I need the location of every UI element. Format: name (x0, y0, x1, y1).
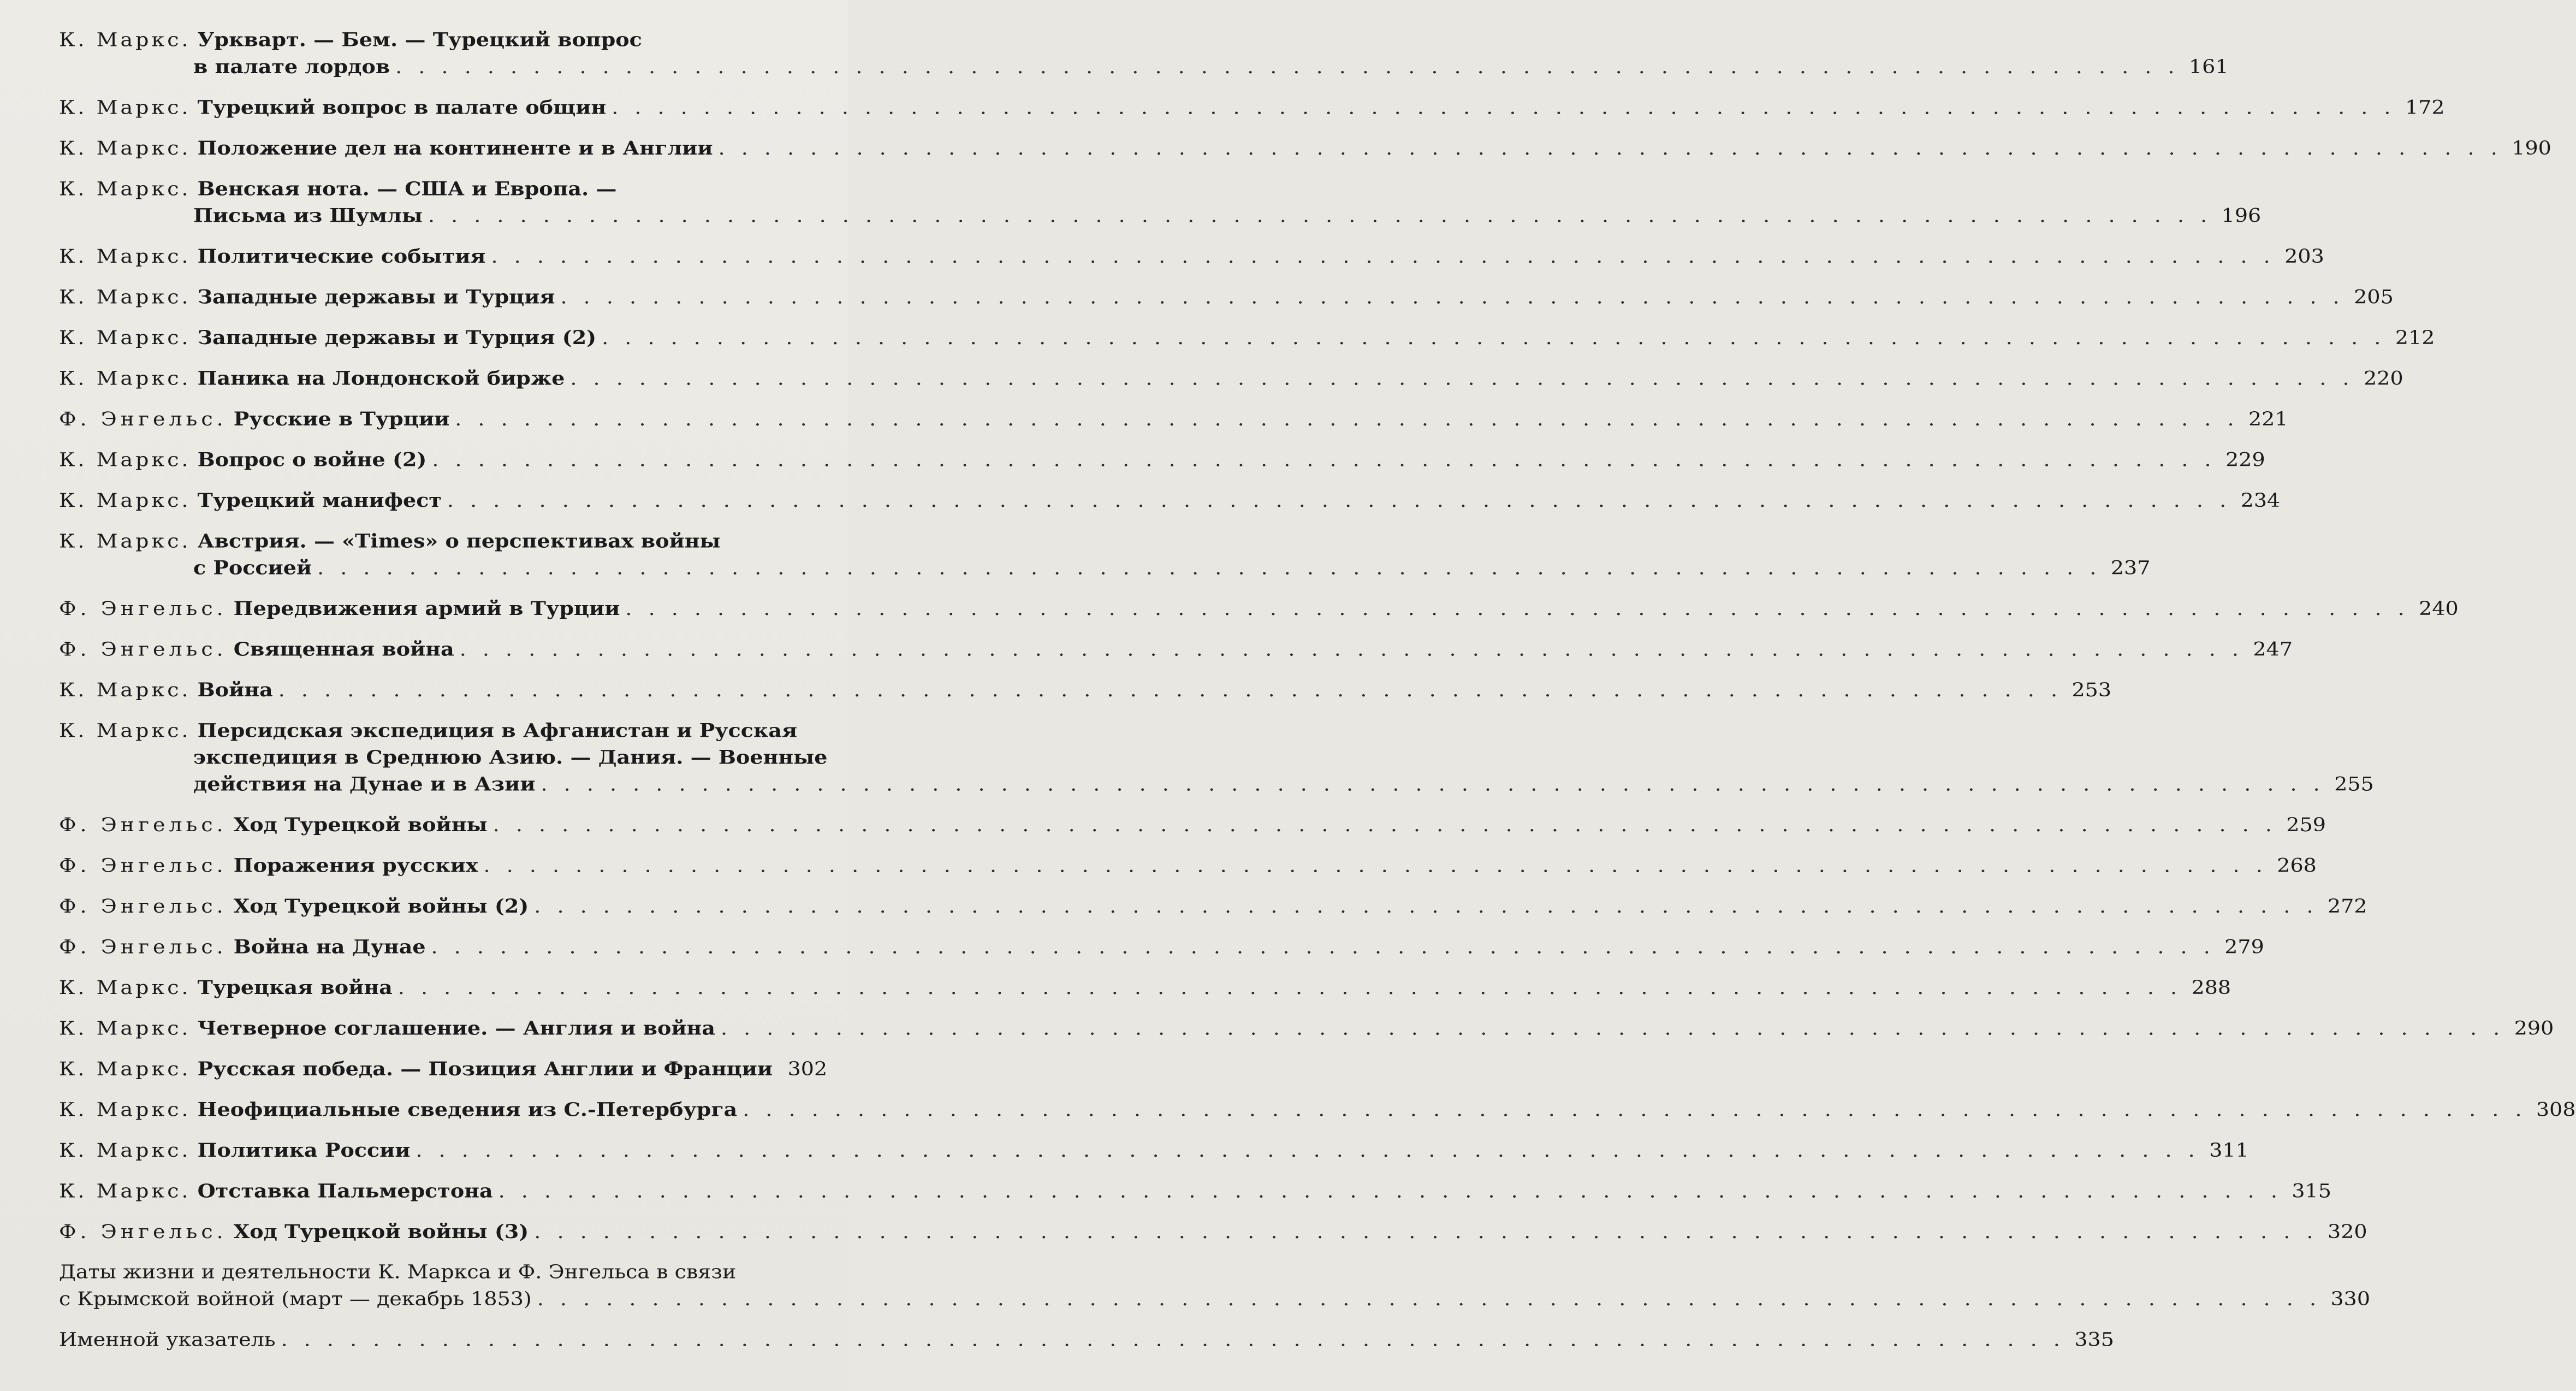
toc-leader-dots: . . . . . . . . . . . . . . . . . . . . . . . . . . . . . . . . . . . . . . . . . . . . . . . . . . . . . . . . . . . . . . . . . . . . . . . . . . . . . . (428, 204, 2212, 227)
toc-title: Четверное соглашение. — Англия и война (197, 1016, 715, 1039)
toc-page-number: 272 (2328, 895, 2367, 918)
toc-entry-line (59, 489, 2281, 516)
toc-leader-dots: . . . . . . . . . . . . . . . . . . . . . . . . . . . . . . . . . . . . . . . . . . . . . . . . . . . . . . . . . . . . . . . . . . . . . . . . . . . . . . (492, 814, 2277, 836)
toc-entry[interactable] (59, 326, 2435, 353)
toc-entry[interactable] (59, 137, 2551, 163)
toc-entry[interactable] (59, 976, 2231, 1003)
toc-title: Война (197, 678, 273, 701)
toc-page-number: 330 (2330, 1287, 2371, 1310)
toc-author: К. Маркс. (59, 448, 191, 471)
toc-title: Ход Турецкой войны (3) (233, 1220, 529, 1243)
toc-entry-line (59, 285, 2394, 312)
toc-title: экспедиция в Среднюю Азию. — Дания. — Военные (193, 745, 828, 768)
toc-entry[interactable] (59, 1098, 2576, 1125)
toc-author: К. Маркс. (59, 489, 191, 512)
toc-title: Персидская экспедиция в Афганистан и Русская (197, 719, 798, 742)
toc-entry[interactable] (59, 854, 2317, 881)
toc-page-number: 203 (2284, 245, 2324, 268)
toc-appendix-title: Даты жизни и деятельности К. Маркса и Ф. Энгельса в связи (59, 1260, 737, 1283)
toc-entry[interactable] (59, 637, 2293, 665)
toc-entry-line (59, 55, 2229, 82)
toc-author: К. Маркс. (59, 1139, 191, 1162)
toc-title: Уркварт. — Бем. — Турецкий вопрос (197, 28, 642, 51)
toc-page-number: 205 (2354, 286, 2394, 308)
toc-entry-line (59, 366, 2403, 394)
toc-appendix-entry[interactable] (59, 1260, 2371, 1315)
toc-author: К. Маркс. (59, 177, 191, 200)
toc-page-number: 315 (2292, 1180, 2331, 1202)
toc-entry-line (59, 935, 2264, 962)
toc-title: Письма из Шумлы (193, 204, 423, 227)
toc-leader-dots: . . . . . . . . . . . . . . . . . . . . . . . . . . . . . . . . . . . . . . . . . . . . . . . . . . . . . . . . . . . . . . . . . . . . . . . . . . . . . . (455, 408, 2239, 430)
toc-leader-dots: . . . . . . . . . . . . . . . . . . . . . . . . . . . . . . . . . . . . . . . . . . . . . . . . . . . . . . . . . . . . . . . . . . . . . . . . . . . . . . (560, 286, 2344, 308)
toc-author: Ф. Энгельс. (59, 895, 227, 918)
toc-leader-dots: . . . . . . . . . . . . . . . . . . . . . . . . . . . . . . . . . . . . . . . . . . . . . . . . . . . . . . . . . . . . . . . . . . . . . . . . . . . . . . (743, 1098, 2527, 1121)
toc-leader-dots: . . . . . . . . . . . . . . . . . . . . . . . . . . . . . . . . . . . . . . . . . . . . . . . . . . . . . . . . . . . . . . . . . . . . . . . . . . . . . . (534, 895, 2318, 918)
toc-page-number: 253 (2072, 679, 2112, 701)
toc-leader-dots: . . . . . . . . . . . . . . . . . . . . . . . . . . . . . . . . . . . . . . . . . . . . . . . . . . . . . . . . . . . . . . . . . . . . . . . . . . . . . . (720, 1017, 2505, 1039)
toc-title: Положение дел на континенте и в Англии (197, 137, 713, 159)
toc-entry-line (59, 1016, 2554, 1044)
toc-leader-dots: . . . . . . . . . . . . . . . . . . . . . . . . . . . . . . . . . . . . . . . . . . . . . . . . . . . . . . . . . . . . . . . . . . . . . . . . . . . . . . (278, 679, 2063, 701)
toc-title: Турецкий манифест (197, 489, 442, 512)
toc-entry[interactable] (59, 1139, 2249, 1165)
toc-entry-line (59, 407, 2288, 434)
toc-page-number: 259 (2286, 814, 2326, 836)
toc-author: К. Маркс. (59, 367, 191, 389)
toc-title: Венская нота. — США и Европа. — (197, 177, 617, 200)
toc-title: Отставка Пальмерстона (197, 1179, 493, 1202)
toc-leader-dots: . . . . . . . . . . . . . . . . . . . . . . . . . . . . . . . . . . . . . . . . . . . . . . . . . . . . . . . . . . . . . . . . . . . . . . . . . . . . . . (541, 773, 2325, 795)
toc-entry[interactable] (59, 1016, 2554, 1044)
toc-appendix-title: с Крымской войной (март — декабрь 1853) (59, 1287, 532, 1310)
toc-appendix-entry[interactable] (59, 1328, 2114, 1355)
toc-leader-dots: . . . . . . . . . . . . . . . . . . . . . . . . . . . . . . . . . . . . . . . . . . . . . . . . . . . . . . . . . . . . . . . . . . . . . . . . . . . . . . (432, 448, 2216, 471)
toc-leader-dots: . . . . . . . . . . . . . . . . . . . . . . . . . . . . . . . . . . . . . . . . . . . . . . . . . . . . . . . . . . . . . . . . . . . . . . . . . . . . . . (625, 597, 2409, 620)
toc-title: Передвижения армий в Турции (233, 597, 620, 620)
toc-author: К. Маркс. (59, 530, 191, 552)
toc-page-number: 279 (2224, 936, 2264, 958)
toc-entry[interactable] (59, 935, 2264, 962)
toc-author: К. Маркс. (59, 96, 191, 119)
toc-author: Ф. Энгельс. (59, 1221, 227, 1243)
toc-title: Западные державы и Турция (2) (197, 326, 597, 349)
toc-page-number: 290 (2514, 1017, 2554, 1039)
toc-title: Русские в Турции (233, 407, 450, 430)
toc-leader-dots: . . . . . . . . . . . . . . . . . . . . . . . . . . . . . . . . . . . . . . . . . . . . . . . . . . . . . . . . . . . . . . . . . . . . . . . . . . . . . . (718, 137, 2502, 159)
toc-author: К. Маркс. (59, 28, 191, 51)
toc-entry-line (59, 556, 2151, 583)
toc-leader-dots: . . . . . . . . . . . . . . . . . . . . . . . . . . . . . . . . . . . . . . . . . . . . . . . . . . . . . . . . . . . . . . . . . . . . . . . . . . . . . . (483, 854, 2268, 877)
toc-page-number: 240 (2419, 597, 2459, 620)
toc-entry-line (59, 96, 2445, 123)
toc-author: Ф. Энгельс. (59, 854, 227, 877)
toc-title: Поражения русских (233, 854, 478, 877)
toc-author: Ф. Энгельс. (59, 597, 227, 620)
toc-page-number: 172 (2405, 96, 2445, 119)
toc-page-number: 255 (2334, 773, 2374, 795)
toc-entry[interactable] (59, 813, 2326, 840)
toc-leader-dots: . . . . . . . . . . . . . . . . . . . . . . . . . . . . . . . . . . . . . . . . . . . . . . . . . . . . . . . . . . . . . . . . . . . . . . . . . . . . . . (459, 638, 2243, 660)
toc-title: Паника на Лондонской бирже (197, 366, 565, 389)
toc-entry[interactable] (59, 28, 2229, 82)
toc-entry[interactable] (59, 719, 2374, 800)
toc-entry[interactable] (59, 529, 2151, 583)
toc-page-number: 247 (2253, 638, 2293, 660)
toc-entry-line (59, 177, 796, 204)
toc-author: К. Маркс. (59, 286, 191, 308)
toc-title: Война на Дунае (233, 935, 426, 958)
toc-title: Турецкий вопрос в палате общин (197, 96, 607, 119)
toc-leader-dots: . . . . . . . . . . . . . . . . . . . . . . . . . . . . . . . . . . . . . . . . . . . . . . . . . . . . . . . . . . . . . . . . . . . . . . . . . . . . . . (491, 245, 2275, 268)
toc-leader-dots: . . . . . . . . . . . . . . . . . . . . . . . . . . . . . . . . . . . . . . . . . . . . . . . . . . . . . . . . . . . . . . . . . . . . . . . . . . . . . . (447, 489, 2231, 512)
toc-entry-line (59, 813, 2326, 840)
toc-page-number: 288 (2191, 976, 2231, 999)
toc-leader-dots: . . . . . . . . . . . . . . . . . . . . . . . . . . . . . . . . . . . . . . . . . . . . . . . . . . . . . . . . . . . . . . . . . . . . . . . . . . . . . . (416, 1139, 2200, 1162)
toc-entry[interactable] (59, 678, 2112, 705)
toc-page-number: 234 (2240, 489, 2281, 512)
toc-title: действия на Дунае и в Азии (193, 772, 536, 795)
toc-title: Турецкая война (197, 976, 393, 999)
toc-entry-line (59, 28, 796, 55)
toc-page-number: 335 (2074, 1328, 2114, 1351)
toc-entry-line (59, 745, 828, 773)
toc-page-number: 268 (2277, 854, 2317, 877)
toc-leader-dots: . . . . . . . . . . . . . . . . . . . . . . . . . . . . . . . . . . . . . . . . . . . . . . . . . . . . . . . . . . . . . . . . . . . . . . . . . . . . . . (537, 1287, 2322, 1310)
toc-title: Западные державы и Турция (197, 285, 555, 308)
toc-title: Политика России (197, 1139, 411, 1162)
toc-title: с Россией (193, 556, 312, 579)
toc-entry-line (59, 1057, 828, 1084)
toc-page-number: 237 (2110, 557, 2151, 579)
toc-leader-dots: . . . . . . . . . . . . . . . . . . . . . . . . . . . . . . . . . . . . . . . . . . . . . . . . . . . . . . . . . . . . . . . . . . . . . . . . . . . . . . (498, 1180, 2282, 1202)
toc-leader-dots: . . . . . . . . . . . . . . . . . . . . . . . . . . . . . . . . . . . . . . . . . . . . . . . . . . . . . . . . . . . . . . . . . . . . . . . . . . . . . . (612, 96, 2396, 119)
toc-entry[interactable] (59, 177, 2262, 231)
toc-author: К. Маркс. (59, 137, 191, 159)
toc-leader-dots: . . . . . . . . . . . . . . . . . . . . . . . . . . . . . . . . . . . . . . . . . . . . . . . . . . . . . . . . . . . . . . . . . . . . . . . . . . . . . . (281, 1328, 2065, 1351)
toc-leader-dots: . . . . . . . . . . . . . . . . . . . . . . . . . . . . . . . . . . . . . . . . . . . . . . . . . . . . . . . . . . . . . . . . . . . . . . . . . . . . . . (602, 327, 2386, 349)
toc-author: К. Маркс. (59, 1017, 191, 1039)
toc-leader-dots: . . . . . . . . . . . . . . . . . . . . . . . . . . . . . . . . . . . . . . . . . . . . . . . . . . . . . . . . . . . . . . . . . . . . . . . . . . . . . . (570, 367, 2354, 389)
toc-title: Ход Турецкой войны (233, 813, 488, 836)
toc-entry-line (59, 204, 2262, 231)
toc-entry[interactable] (59, 366, 2403, 394)
toc-page-number: 212 (2395, 327, 2435, 349)
toc-author: К. Маркс. (59, 327, 191, 349)
toc-author: К. Маркс. (59, 976, 191, 999)
toc-page-number: 320 (2328, 1221, 2367, 1243)
toc-entry-line (59, 137, 2551, 163)
toc-title: Австрия. — «Times» о перспективах войны (197, 529, 721, 552)
toc-author: Ф. Энгельс. (59, 408, 227, 430)
toc-page-number: 221 (2248, 408, 2288, 430)
toc-entry-line (59, 1261, 796, 1288)
toc-entry-line (59, 772, 2374, 800)
toc-page-number: 229 (2225, 448, 2265, 471)
toc-entry[interactable] (59, 407, 2288, 434)
toc-title: Ход Турецкой войны (2) (233, 895, 529, 918)
toc-leader-dots: . . . . . . . . . . . . . . . . . . . . . . . . . . . . . . . . . . . . . . . . . . . . . . . . . . . . . . . . . . . . . . . . . . . . . . . . . . . . . . (395, 55, 2180, 78)
toc-entry[interactable] (59, 895, 2367, 921)
toc-entry-line (59, 245, 2324, 271)
toc-entry-line (59, 1098, 2576, 1125)
toc-author: К. Маркс. (59, 1180, 191, 1202)
toc-entry[interactable] (59, 1220, 2367, 1247)
toc-author: К. Маркс. (59, 245, 191, 268)
toc-author: Ф. Энгельс. (59, 814, 227, 836)
table-of-contents (59, 28, 2576, 1369)
toc-entry-line (59, 854, 2317, 881)
toc-author: Ф. Энгельс. (59, 638, 227, 660)
toc-author: К. Маркс. (59, 1098, 191, 1121)
toc-entry[interactable] (59, 448, 2265, 475)
toc-entry-line (59, 448, 2265, 475)
toc-appendix-title: Именной указатель (59, 1328, 276, 1351)
toc-entry-line (59, 719, 796, 746)
toc-author: К. Маркс. (59, 679, 191, 701)
toc-entry-line (59, 1328, 2114, 1355)
toc-page-number: 190 (2512, 137, 2551, 159)
toc-entry[interactable] (59, 285, 2394, 312)
toc-author: К. Маркс. (59, 1058, 191, 1080)
toc-title: Священная война (233, 637, 454, 660)
toc-entry-line (59, 1179, 2331, 1206)
toc-entry-line (59, 637, 2293, 665)
toc-leader-dots: . . . . . . . . . . . . . . . . . . . . . . . . . . . . . . . . . . . . . . . . . . . . . . . . . . . . . . . . . . . . . . . . . . . . . . . . . . . . . . (397, 976, 2182, 999)
toc-page-number: 311 (2209, 1139, 2249, 1162)
toc-entry-line (59, 1139, 2249, 1165)
toc-title: в палате лордов (193, 55, 390, 78)
toc-author: Ф. Энгельс. (59, 936, 227, 958)
toc-entry[interactable] (59, 1179, 2331, 1206)
toc-entry-line (59, 678, 2112, 705)
toc-title: Политические события (197, 245, 486, 268)
toc-entry-line (59, 895, 2367, 921)
toc-entry[interactable] (59, 96, 2445, 123)
toc-entry-line (59, 326, 2435, 353)
toc-page-number: 196 (2221, 204, 2262, 227)
toc-entry[interactable] (59, 489, 2281, 516)
toc-page-number: 308 (2536, 1098, 2576, 1121)
toc-entry-line (59, 976, 2231, 1003)
toc-author: К. Маркс. (59, 719, 191, 742)
toc-title: Русская победа. — Позиция Англии и Франции (197, 1057, 773, 1080)
toc-page-number: 161 (2188, 55, 2229, 78)
toc-title: Вопрос о войне (2) (197, 448, 427, 471)
toc-page-number: 302 (787, 1058, 828, 1080)
toc-entry[interactable] (59, 1057, 828, 1084)
toc-entry-line (59, 1287, 2371, 1315)
toc-entry[interactable] (59, 245, 2324, 271)
toc-entry-line (59, 1220, 2367, 1247)
toc-leader-dots: . . . . . . . . . . . . . . . . . . . . . . . . . . . . . . . . . . . . . . . . . . . . . . . . . . . . . . . . . . . . . . . . . . . . . . . . . . . . . . (317, 557, 2102, 579)
toc-entry[interactable] (59, 597, 2459, 624)
toc-entry-line (59, 530, 796, 557)
toc-leader-dots: . . . . . . . . . . . . . . . . . . . . . . . . . . . . . . . . . . . . . . . . . . . . . . . . . . . . . . . . . . . . . . . . . . . . . . . . . . . . . . (534, 1221, 2318, 1243)
toc-entry-line (59, 597, 2459, 624)
toc-leader-dots: . . . . . . . . . . . . . . . . . . . . . . . . . . . . . . . . . . . . . . . . . . . . . . . . . . . . . . . . . . . . . . . . . . . . . . . . . . . . . . (431, 936, 2215, 958)
toc-page-number: 220 (2364, 367, 2403, 389)
toc-title: Неофициальные сведения из С.-Петербурга (197, 1098, 738, 1121)
